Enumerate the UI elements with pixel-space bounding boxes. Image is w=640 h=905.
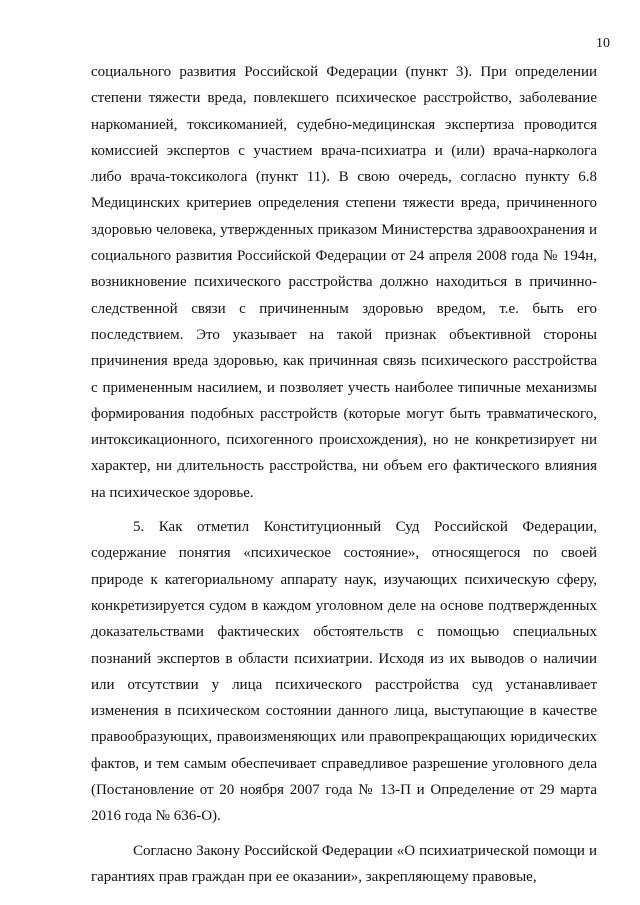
paragraph-point-5: 5. Как отметил Конституционный Суд Российской Федерации, содержание понятия «психическое состояние», относящегося по своей природе к категориальному аппарату наук, изучающих психическую сферу, конкретизируется судом в каждом уголовном деле на основе подтвержденных доказательствами фактических обстоятельств с помощью специальных познаний экспертов в области психиатрии. Исходя из их выводов о наличии или отсутствии у лица психического расстройства суд устанавливает изменения в психическом состоянии данного лица, выступающие в качестве правообразующих, правоизменяющих или правопрекращающих юридических фактов, и тем самым обеспечивает справедливое разрешение уголовного дела (Постановление от 20 ноября 2007 года № 13-П и Определение от 29 марта 2016 года № 636-О). — [91, 519, 597, 825]
paragraph-psychiatric-law: Согласно Закону Российской Федерации «О психиатрической помощи и гарантиях прав граждан при ее оказании», закрепляющему правовые, — [91, 842, 597, 885]
paragraph-continuation: социального развития Российской Федерации (пункт 3). При определении степени тяжести вреда, повлекшего психическое расстройство, заболевание наркоманией, токсикоманией, судебно-медицинская экспертиза проводится комиссией экспертов с участием врача-психиатра и (или) врача-нарколога либо врача-токсиколога (пункт 11). В свою очередь, согласно пункту 6.8 Медицинских критериев определения степени тяжести вреда, причиненного здоровью человека, утвержденных приказом Министерства здравоохранения и социального развития Российской Федерации от 24 апреля 2008 года № 194н, возникновение психического расстройства должно находиться в причинно-следственной связи с причиненным здоровью вредом, т.е. быть его последствием. Это указывает на такой признак объективной стороны причинения вреда здоровью, как причинная связь психического расстройства с примененным насилием, и позволяет учесть наиболее типичные механизмы формирования подобных расстройств (которые могут быть травматического, интоксикационного, психогенного происхождения), но не конкретизирует ни характер, ни длительность расстройства, ни объем его фактического влияния на психическое здоровье. — [91, 64, 597, 501]
body-text — [91, 59, 597, 890]
page-number: 10 — [596, 36, 610, 51]
